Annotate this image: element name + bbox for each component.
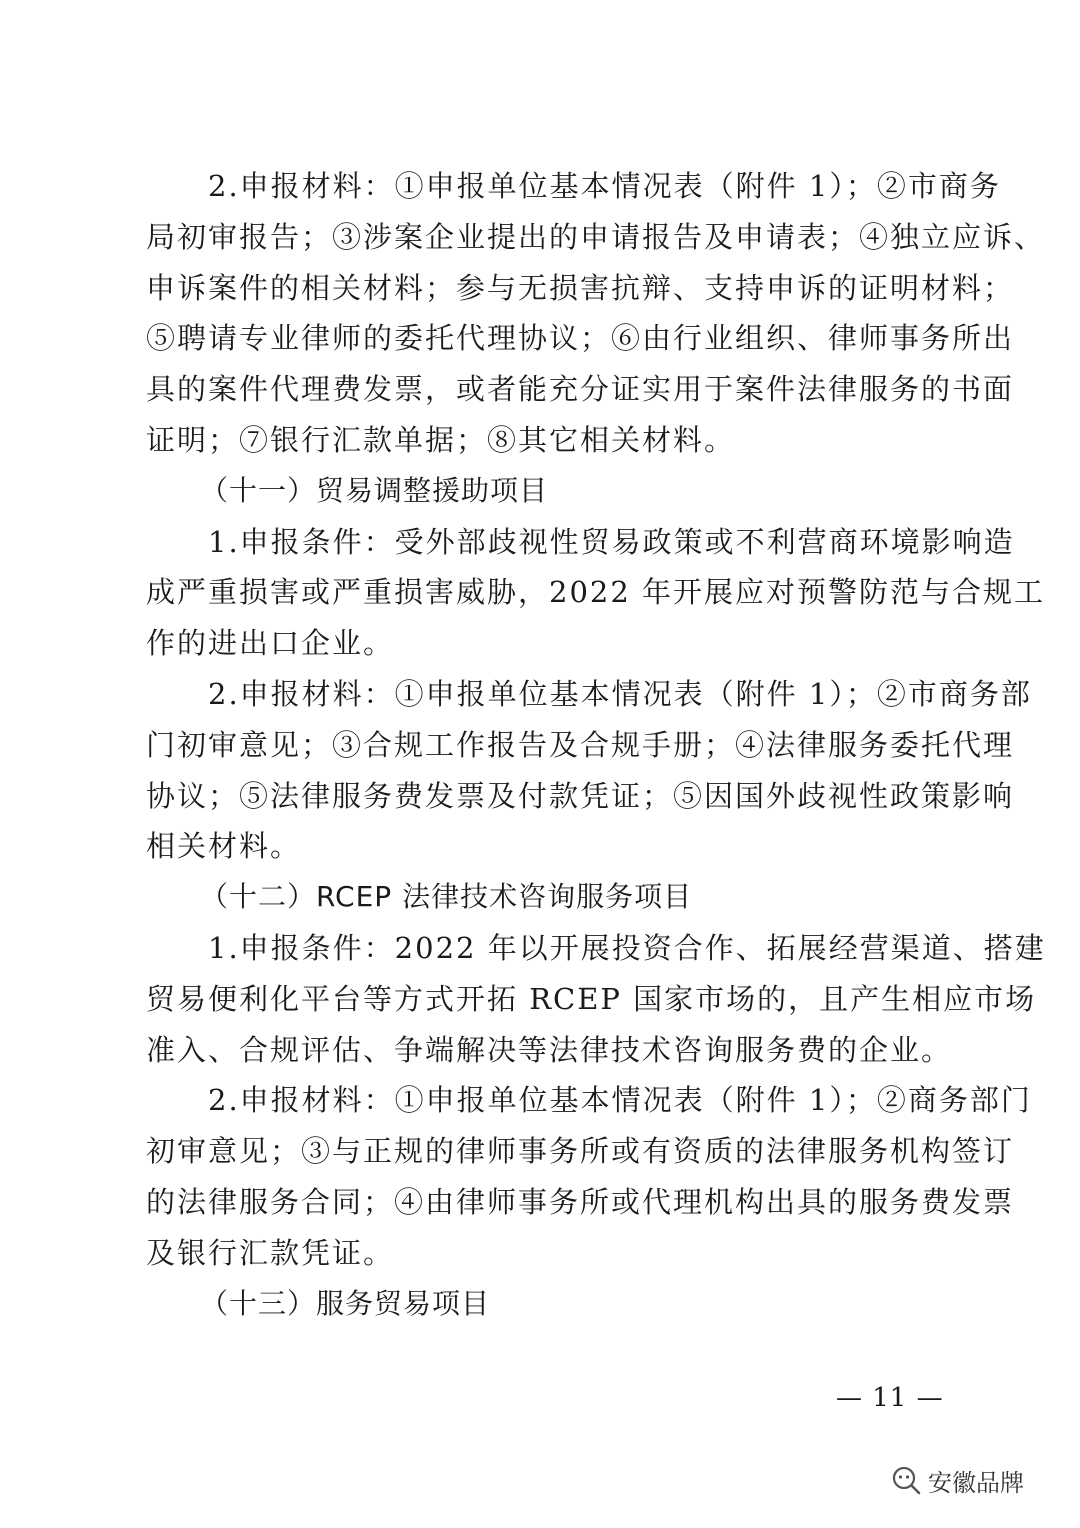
paragraph-line: 2.申报材料：①申报单位基本情况表（附件 1）；②市商务: [146, 169, 1001, 203]
paragraph-line: 1.申报条件：受外部歧视性贸易政策或不利营商环境影响造: [146, 524, 1015, 559]
paragraph-line: 2.申报材料：①申报单位基本情况表（附件 1）；②商务部门: [146, 1083, 1032, 1118]
paragraph-line: 局初审报告；③涉案企业提出的申请报告及申请表；④独立应诉、: [146, 219, 1046, 254]
paragraph-line: 申诉案件的相关材料；参与无损害抗辩、支持申诉的证明材料；: [146, 270, 1015, 305]
paragraph-line: 具的案件代理费发票，或者能充分证实用于案件法律服务的书面: [146, 372, 1015, 407]
paragraph-line: ⑤聘请专业律师的委托代理协议；⑥由行业组织、律师事务所出: [146, 321, 1015, 356]
section-heading: （十三）服务贸易项目: [200, 1286, 491, 1320]
paragraph-line: 成严重损害或严重损害威胁，2022 年开展应对预警防范与合规工: [146, 575, 1046, 610]
paragraph-line: 证明；⑦银行汇款单据；⑧其它相关材料。: [146, 423, 736, 457]
paragraph-line: 1.申报条件：2022 年以开展投资合作、拓展经营渠道、搭建: [146, 931, 1046, 965]
wechat-search-icon: [890, 1464, 922, 1496]
paragraph-line: 的法律服务合同；④由律师事务所或代理机构出具的服务费发票: [146, 1185, 1015, 1219]
section-heading: （十一）贸易调整援助项目: [200, 473, 549, 507]
paragraph-line: 贸易便利化平台等方式开拓 RCEP 国家市场的，且产生相应市场: [146, 981, 1037, 1016]
paragraph-line: 准入、合规评估、争端解决等法律技术咨询服务费的企业。: [146, 1032, 953, 1067]
paragraph-line: 门初审意见；③合规工作报告及合规手册；④法律服务委托代理: [146, 727, 1015, 762]
paragraph-line: 相关材料。: [146, 829, 302, 864]
paragraph-line: 协议；⑤法律服务费发票及付款凭证；⑤因国外歧视性政策影响: [146, 778, 1015, 813]
paragraph-line: 作的进出口企业。: [146, 626, 395, 661]
page-number: — 11 —: [836, 1383, 944, 1413]
paragraph-line: 初审意见；③与正规的律师事务所或有资质的法律服务机构签订: [146, 1134, 1015, 1169]
paragraph-line: 及银行汇款凭证。: [146, 1235, 395, 1270]
watermark: [890, 1458, 1024, 1502]
section-heading: （十二）RCEP 法律技术咨询服务项目: [200, 880, 693, 914]
paragraph-line: 2.申报材料：①申报单位基本情况表（附件 1）；②市商务部: [146, 677, 1032, 711]
watermark-text: 安徽品牌: [928, 1468, 1024, 1497]
